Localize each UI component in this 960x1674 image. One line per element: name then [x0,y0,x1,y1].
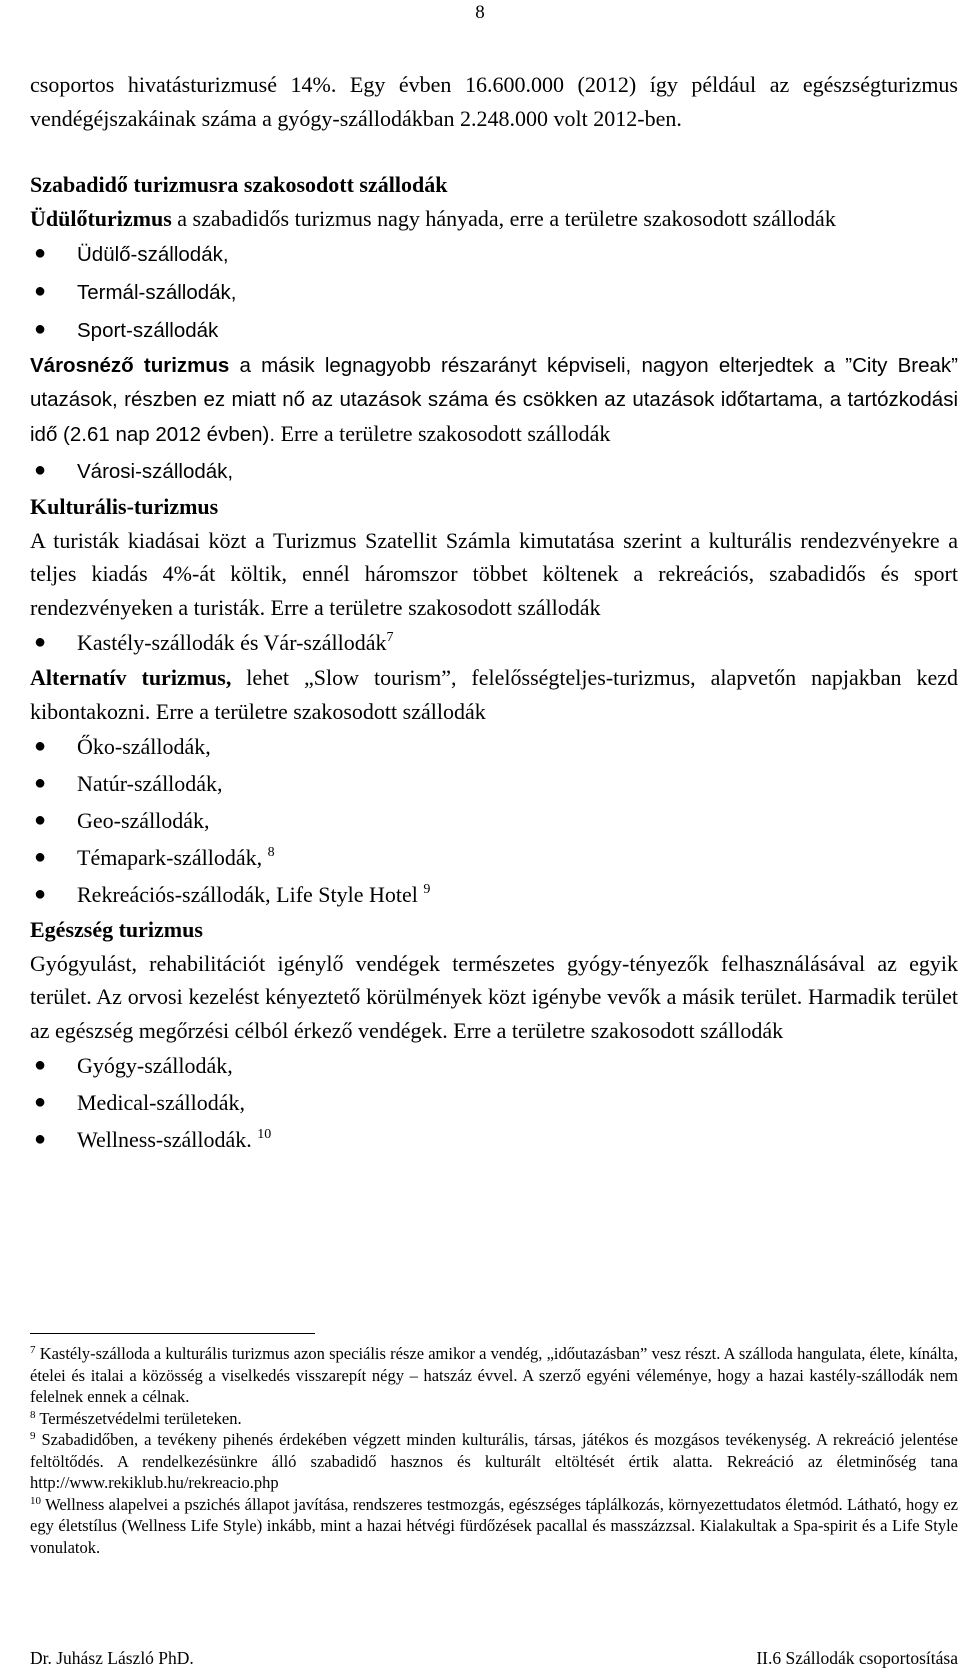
resort-term: Üdülőturizmus [30,205,172,231]
list-item: ● Wellness-szállodák. $^{10}$ [30,1121,958,1158]
footnote-separator [30,1333,315,1334]
list-item: ● Rekreációs-szállodák, Life Style Hotel $^9$ [30,876,958,913]
footnote-8: $^8$ Természetvédelmi területeken. [30,1408,242,1428]
main-content [30,68,958,1158]
resort-hotel-list [30,235,958,349]
footnote-9: $^9$ Szabadidőben, a tevékeny pihenés érdekében végzett minden kulturális, társas, játékos és mozgásos tevékenység. A rekreáció jelentése feltöltődés. A rendelkezésünkre álló szabadidő hasznos és kulturált eltöltését értik alatta. Rekreáció az életminőség tana http://www.rekiklub.hu/rekreacio.php [30,1430,958,1492]
footnote-ref-9[interactable]: 9 [423,882,431,897]
alternative-term: Alternatív turizmus, [30,665,232,690]
city-hotel-list [30,452,958,490]
bullet-icon: ● [34,242,47,264]
alternative-paragraph: Alternatív turizmus, lehet „Slow tourism”, felelősségteljes-turizmus, alapvetőn napjakban kezd kibontakozni. Erre a területre szakosodott szállodák [30,665,958,724]
list-item: ● Kastély-szállodák és Vár-szállodák$^7$ [30,624,958,661]
list-item: ● Őko-szállodák, [30,728,958,765]
footnotes [30,1343,958,1558]
resort-paragraph [30,202,958,236]
intro-paragraph: csoportos hivatásturizmusé 14%. Egy évben 16.600.000 (2012) így például az egészségturizmus vendégéjszakáinak száma a gyógy-szállodákban 2.248.000 volt 2012-ben. [30,72,958,131]
cultural-heading: Kulturális-turizmus [30,494,219,519]
bullet-icon: ● [34,280,47,302]
city-paragraph: Városnéző turizmus a másik legnagyobb részarányt képviseli, nagyon elterjedtek a ”City Break” utazások, részben ez miatt nő az utazások száma és csökken az utazások időtartama, a tartózkodási idő (2.61 nap 2012 évben). Erre a területre szakosodott szállodák [30,354,958,446]
footer-section: II.6 Szállodák csoportosítása [756,1648,958,1668]
alternative-hotel-list [30,728,958,913]
leisure-heading: Szabadidő turizmusra szakosodott szállodák [30,172,448,197]
city-term: Városnéző turizmus [30,354,230,377]
list-item: ● Témapark-szállodák, $^8$ [30,839,958,876]
health-paragraph: Gyógyulást, rehabilitációt igénylő vendégek természetes gyógy-tényezők felhasználásával az egyik terület. Az orvosi kezelést kényeztető körülmények közt igénybe vevők a másik terület. Harmadik terület az egészség megőrzési célból érkező vendégek. Erre a területre szakosodott szállodák [30,950,958,1043]
cultural-hotel-list [30,624,958,661]
footnote-7: $^7$ Kastély-szálloda a kulturális turizmus azon speciális része amikor a vendég, „időutazásban” vesz részt. A szálloda hangulata, élete, kínálta, ételei és italai a közösség a viselkedés visszarepít négy – hatszáz évvel. A szerző egyéni véleménye, hogy a hazai kastély-szállodák nem felelnek ennek a célnak. [30,1344,958,1406]
list-item: ● Sport-szállodák [30,311,958,349]
list-item: ● Medical-szállodák, [30,1084,958,1121]
footnote-ref-8[interactable]: 8 [267,845,275,860]
page-number: 8 [475,2,485,23]
bullet-icon: ● [34,1128,47,1150]
bullet-icon: ● [34,883,47,905]
list-item: ● Geo-szállodák, [30,802,958,839]
bullet-icon: ● [34,772,47,794]
resort-text: a szabadidős turizmus nagy hányada, erre a területre szakosodott szállodák [171,205,836,231]
bullet-icon: ● [34,318,47,340]
cultural-paragraph: A turisták kiadásai közt a Turizmus Szatellit Számla kimutatása szerint a kulturális rendezvényekre a teljes kiadás 4%-át költik, ennél háromszor többet költenek a rekreációs, szabadidős és sport rendezvényeken a turisták. Erre a területre szakosodott szállodák [30,527,958,620]
list-item: ● Üdülő-szállodák, [30,235,958,273]
footnote-10: $^{10}$ Wellness alapelvei a pszichés állapot javítása, rendszeres testmozgás, egészséges táplálkozás, környezettudatos életmód. Látható, hogy ez egy életstílus (Wellness Life Style) inkább, mint a hazai hétvégi fürdőzések pacallal és masszázzsal. Kialakultak a Spa-spirit és a Life Style vonulatok. [30,1494,958,1557]
bullet-icon: ● [34,809,47,831]
list-item: ● Gyógy-szállodák, [30,1047,958,1084]
bullet-icon: ● [34,735,47,757]
footnote-ref-7[interactable]: 7 [386,630,394,645]
bullet-icon: ● [34,1054,47,1076]
health-hotel-list [30,1047,958,1158]
footnote-ref-10[interactable]: 10 [257,1127,272,1142]
list-item: ● Városi-szállodák, [30,452,958,490]
footer-author: Dr. Juhász László PhD. [30,1648,194,1668]
bullet-icon: ● [34,846,47,868]
list-item: ● Termál-szállodák, [30,273,958,311]
bullet-icon: ● [34,1091,47,1113]
bullet-icon: ● [34,631,47,653]
bullet-icon: ● [34,459,47,481]
health-heading: Egészség turizmus [30,917,203,942]
list-item: ● Natúr-szállodák, [30,765,958,802]
